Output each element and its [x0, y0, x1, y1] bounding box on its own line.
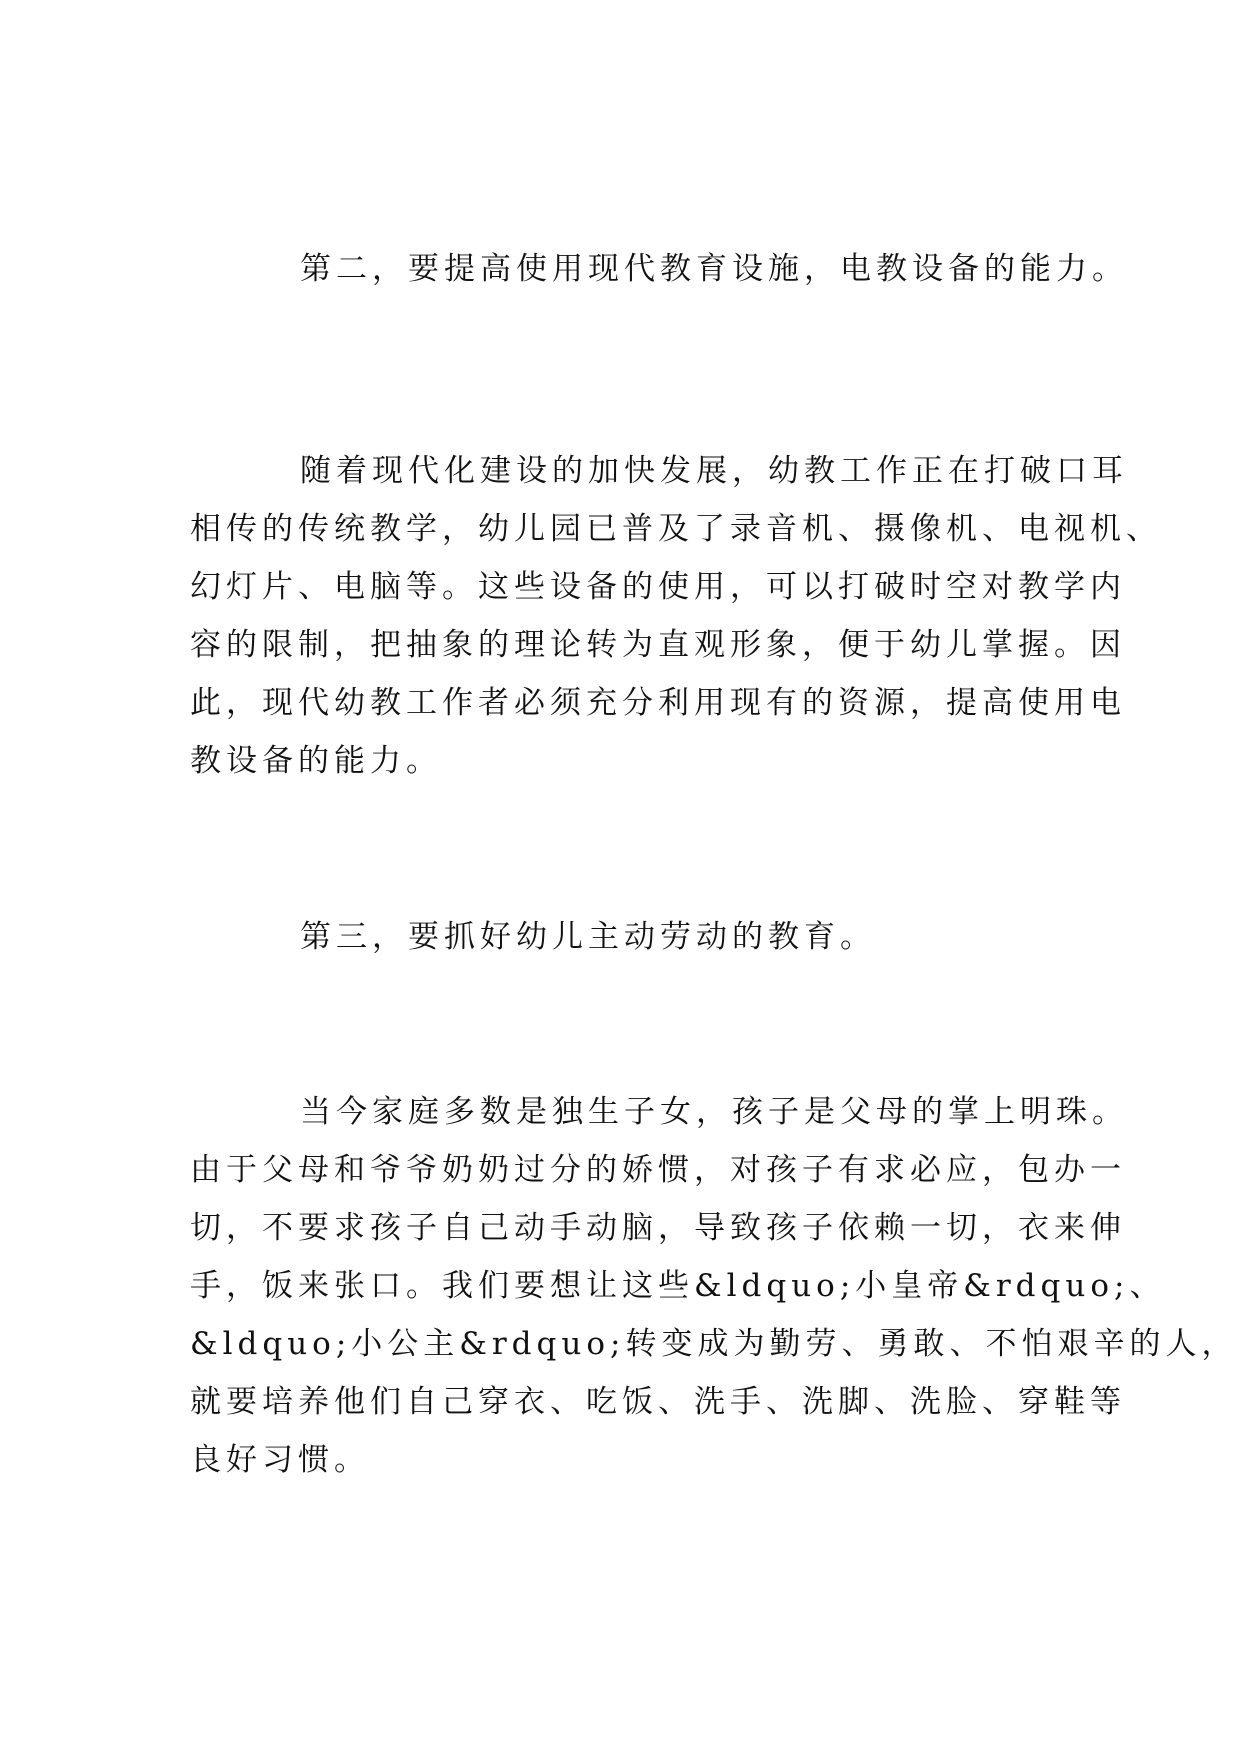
- paragraph-line: 幻灯片、电脑等。这些设备的使用，可以打破时空对教学内: [190, 569, 1126, 605]
- paragraph-line: 相传的传统教学，幼儿园已普及了录音机、摄像机、电视机、: [190, 511, 1162, 547]
- paragraph-line: 切，不要求孩子自己动手动脑，导致孩子依赖一切，衣来伸: [190, 1210, 1126, 1246]
- paragraph-line: 此，现代幼教工作者必须充分利用现有的资源，提高使用电: [190, 685, 1126, 721]
- paragraph-line: 容的限制，把抽象的理论转为直观形象，便于幼儿掌握。因: [190, 627, 1126, 663]
- paragraph-line: 随着现代化建设的加快发展，幼教工作正在打破口耳: [300, 453, 1128, 489]
- paragraph-line: &ldquo;小公主&rdquo;转变成为勤劳、勇敢、不怕艰辛的人，: [190, 1326, 1238, 1362]
- paragraph-line: 教设备的能力。: [190, 743, 442, 779]
- section-heading-third: 第三，要抓好幼儿主动劳动的教育。: [300, 919, 876, 955]
- section-heading-second: 第二，要提高使用现代教育设施，电教设备的能力。: [300, 251, 1128, 287]
- paragraph-line: 良好习惯。: [190, 1442, 370, 1478]
- paragraph-line: 手，饭来张口。我们要想让这些&ldquo;小皇帝&rdquo;、: [190, 1268, 1166, 1304]
- paragraph-line: 由于父母和爷爷奶奶过分的娇惯，对孩子有求必应，包办一: [190, 1152, 1126, 1188]
- paragraph-line: 就要培养他们自己穿衣、吃饭、洗手、洗脚、洗脸、穿鞋等: [190, 1384, 1126, 1420]
- paragraph-line: 当今家庭多数是独生子女，孩子是父母的掌上明珠。: [300, 1094, 1128, 1130]
